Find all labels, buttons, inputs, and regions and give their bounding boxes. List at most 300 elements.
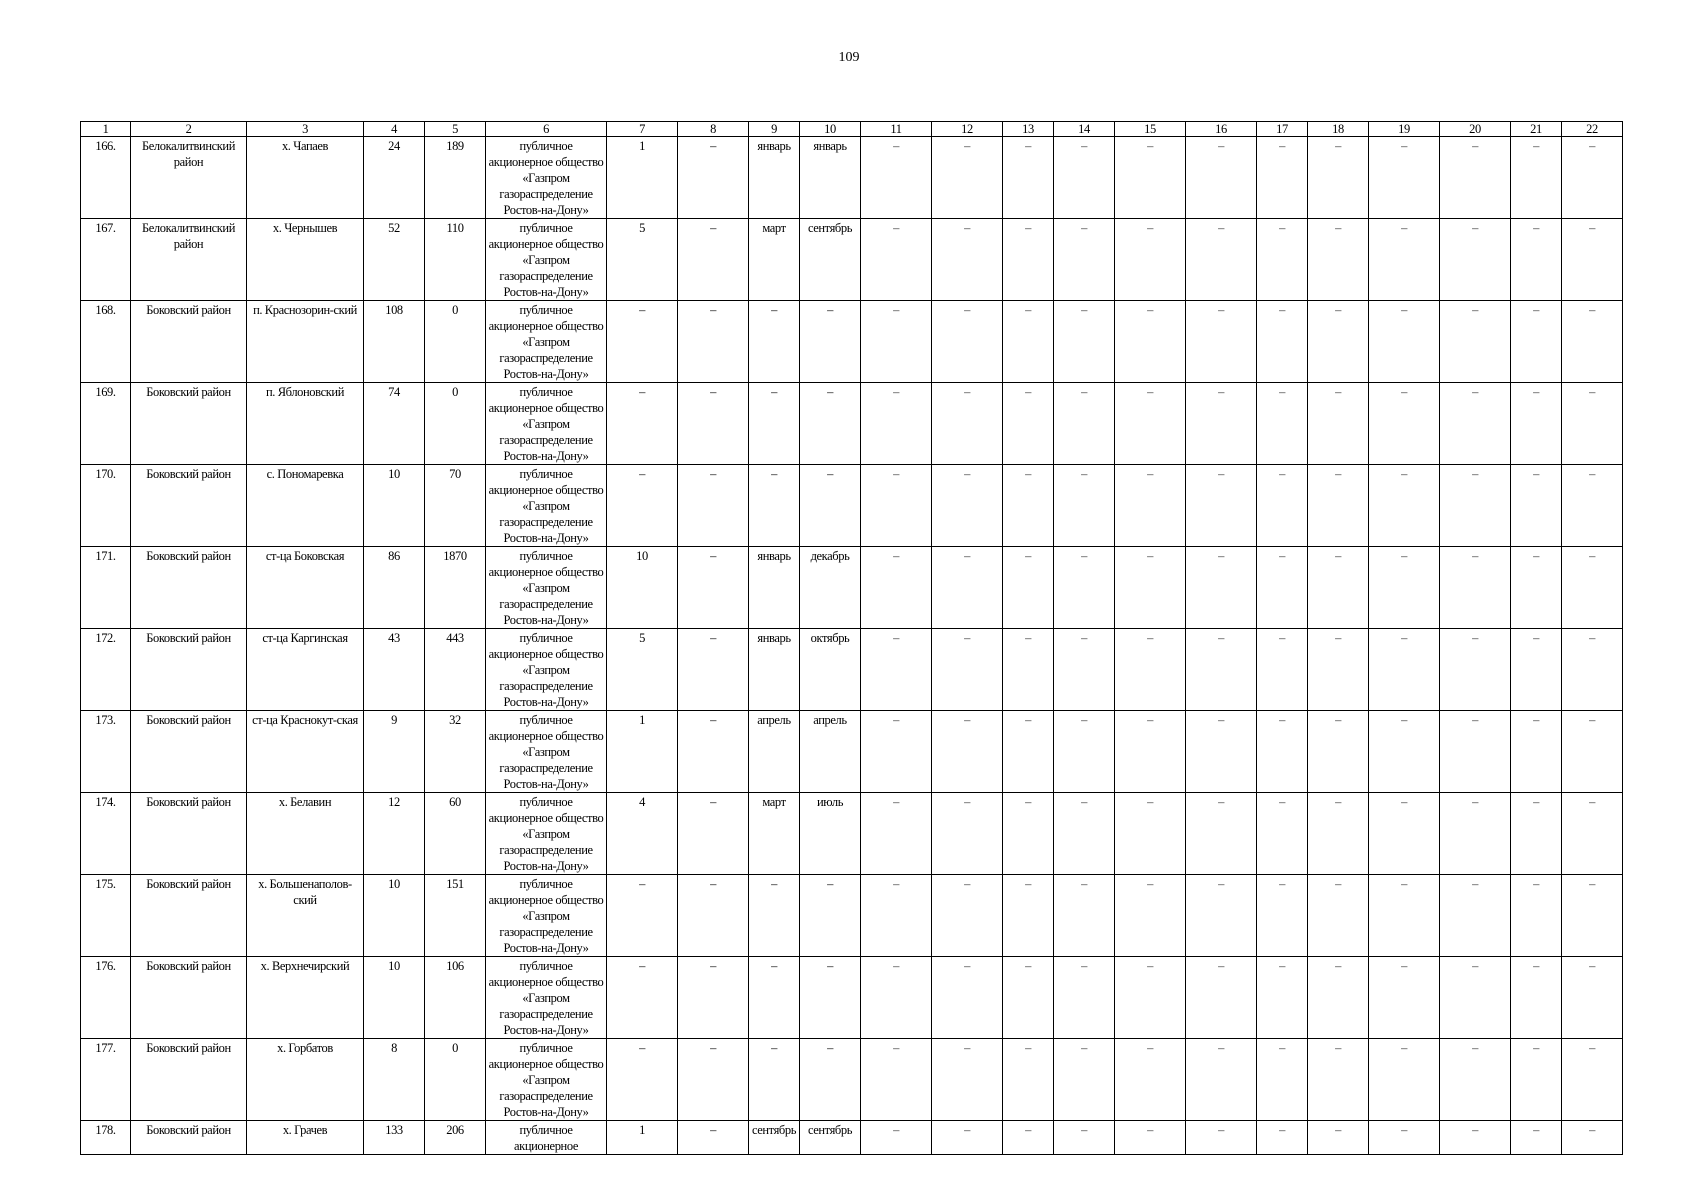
row-number-cell: 172.: [81, 629, 131, 711]
column-8-cell: –: [678, 137, 749, 219]
column-header: 14: [1054, 122, 1115, 137]
column-19-cell: –: [1369, 1121, 1440, 1155]
column-5-cell: 106: [425, 957, 486, 1039]
column-15-cell: –: [1115, 465, 1186, 547]
column-7-cell: –: [607, 1039, 678, 1121]
organization-cell: публичное акционерное общество «Газпром газораспределение Ростов-на-Дону»: [486, 629, 607, 711]
column-22-cell: –: [1562, 137, 1623, 219]
start-month-cell: –: [749, 301, 800, 383]
column-20-cell: –: [1440, 301, 1511, 383]
column-12-cell: –: [932, 547, 1003, 629]
page-number: 109: [838, 50, 860, 65]
column-16-cell: –: [1186, 957, 1257, 1039]
column-22-cell: –: [1562, 1039, 1623, 1121]
column-18-cell: –: [1308, 711, 1369, 793]
column-16-cell: –: [1186, 383, 1257, 465]
row-number-cell: 173.: [81, 711, 131, 793]
settlement-cell: х. Чапаев: [247, 137, 364, 219]
column-4-cell: 74: [364, 383, 425, 465]
end-month-cell: июль: [800, 793, 861, 875]
column-8-cell: –: [678, 383, 749, 465]
column-7-cell: 5: [607, 219, 678, 301]
table-row: [81, 383, 1623, 465]
end-month-cell: сентябрь: [800, 1121, 861, 1155]
column-17-cell: –: [1257, 793, 1308, 875]
column-12-cell: –: [932, 1121, 1003, 1155]
column-5-cell: 0: [425, 301, 486, 383]
column-18-cell: –: [1308, 875, 1369, 957]
district-cell: Боковский район: [131, 629, 247, 711]
column-22-cell: –: [1562, 547, 1623, 629]
column-21-cell: –: [1511, 1121, 1562, 1155]
column-20-cell: –: [1440, 547, 1511, 629]
column-5-cell: 110: [425, 219, 486, 301]
settlement-cell: п. Краснозорин-ский: [247, 301, 364, 383]
column-8-cell: –: [678, 301, 749, 383]
start-month-cell: январь: [749, 629, 800, 711]
organization-cell: публичное акционерное общество «Газпром газораспределение Ростов-на-Дону»: [486, 137, 607, 219]
column-20-cell: –: [1440, 137, 1511, 219]
district-cell: Боковский район: [131, 547, 247, 629]
column-17-cell: –: [1257, 711, 1308, 793]
column-11-cell: –: [861, 219, 932, 301]
column-4-cell: 108: [364, 301, 425, 383]
column-11-cell: –: [861, 1121, 932, 1155]
organization-cell: публичное акционерное общество «Газпром газораспределение Ростов-на-Дону»: [486, 1039, 607, 1121]
column-16-cell: –: [1186, 875, 1257, 957]
column-14-cell: –: [1054, 219, 1115, 301]
district-cell: Белокалитвинский район: [131, 219, 247, 301]
row-number-cell: 168.: [81, 301, 131, 383]
column-7-cell: 1: [607, 711, 678, 793]
column-21-cell: –: [1511, 383, 1562, 465]
column-4-cell: 9: [364, 711, 425, 793]
column-7-cell: –: [607, 465, 678, 547]
column-17-cell: –: [1257, 1039, 1308, 1121]
column-7-cell: 1: [607, 1121, 678, 1155]
district-cell: Боковский район: [131, 383, 247, 465]
column-12-cell: –: [932, 793, 1003, 875]
settlement-cell: п. Яблоновский: [247, 383, 364, 465]
row-number-cell: 177.: [81, 1039, 131, 1121]
district-cell: Боковский район: [131, 301, 247, 383]
district-cell: Боковский район: [131, 1121, 247, 1155]
column-5-cell: 206: [425, 1121, 486, 1155]
column-5-cell: 0: [425, 1039, 486, 1121]
column-17-cell: –: [1257, 875, 1308, 957]
column-15-cell: –: [1115, 547, 1186, 629]
column-22-cell: –: [1562, 465, 1623, 547]
column-5-cell: 151: [425, 875, 486, 957]
column-15-cell: –: [1115, 875, 1186, 957]
column-8-cell: –: [678, 793, 749, 875]
column-16-cell: –: [1186, 793, 1257, 875]
column-22-cell: –: [1562, 219, 1623, 301]
column-11-cell: –: [861, 465, 932, 547]
column-4-cell: 12: [364, 793, 425, 875]
start-month-cell: январь: [749, 547, 800, 629]
column-11-cell: –: [861, 629, 932, 711]
column-22-cell: –: [1562, 875, 1623, 957]
column-21-cell: –: [1511, 301, 1562, 383]
column-15-cell: –: [1115, 957, 1186, 1039]
table-row: [81, 957, 1623, 1039]
table-row: [81, 465, 1623, 547]
start-month-cell: январь: [749, 137, 800, 219]
column-7-cell: 10: [607, 547, 678, 629]
column-12-cell: –: [932, 957, 1003, 1039]
column-header: 3: [247, 122, 364, 137]
column-21-cell: –: [1511, 629, 1562, 711]
column-21-cell: –: [1511, 875, 1562, 957]
column-20-cell: –: [1440, 629, 1511, 711]
table-row: [81, 1039, 1623, 1121]
column-21-cell: –: [1511, 547, 1562, 629]
column-header: 16: [1186, 122, 1257, 137]
organization-cell: публичное акционерное: [486, 1121, 607, 1155]
column-8-cell: –: [678, 547, 749, 629]
column-13-cell: –: [1003, 957, 1054, 1039]
column-22-cell: –: [1562, 301, 1623, 383]
table-row: [81, 301, 1623, 383]
table-row: [81, 875, 1623, 957]
row-number-cell: 169.: [81, 383, 131, 465]
district-cell: Белокалитвинский район: [131, 137, 247, 219]
column-5-cell: 70: [425, 465, 486, 547]
column-13-cell: –: [1003, 301, 1054, 383]
column-header: 5: [425, 122, 486, 137]
column-17-cell: –: [1257, 957, 1308, 1039]
column-19-cell: –: [1369, 547, 1440, 629]
column-header: 19: [1369, 122, 1440, 137]
column-15-cell: –: [1115, 301, 1186, 383]
settlement-cell: х. Горбатов: [247, 1039, 364, 1121]
district-cell: Боковский район: [131, 957, 247, 1039]
column-4-cell: 52: [364, 219, 425, 301]
column-8-cell: –: [678, 875, 749, 957]
table-row: [81, 711, 1623, 793]
organization-cell: публичное акционерное общество «Газпром газораспределение Ростов-на-Дону»: [486, 875, 607, 957]
column-13-cell: –: [1003, 1121, 1054, 1155]
column-15-cell: –: [1115, 1039, 1186, 1121]
column-8-cell: –: [678, 957, 749, 1039]
column-7-cell: –: [607, 875, 678, 957]
column-18-cell: –: [1308, 137, 1369, 219]
column-17-cell: –: [1257, 219, 1308, 301]
organization-cell: публичное акционерное общество «Газпром газораспределение Ростов-на-Дону»: [486, 711, 607, 793]
column-17-cell: –: [1257, 301, 1308, 383]
column-16-cell: –: [1186, 137, 1257, 219]
end-month-cell: декабрь: [800, 547, 861, 629]
column-5-cell: 60: [425, 793, 486, 875]
column-20-cell: –: [1440, 793, 1511, 875]
start-month-cell: сентябрь: [749, 1121, 800, 1155]
column-header: 21: [1511, 122, 1562, 137]
column-19-cell: –: [1369, 383, 1440, 465]
organization-cell: публичное акционерное общество «Газпром газораспределение Ростов-на-Дону»: [486, 219, 607, 301]
column-22-cell: –: [1562, 957, 1623, 1039]
start-month-cell: апрель: [749, 711, 800, 793]
column-header: 13: [1003, 122, 1054, 137]
column-14-cell: –: [1054, 793, 1115, 875]
district-cell: Боковский район: [131, 1039, 247, 1121]
table-row: [81, 629, 1623, 711]
column-16-cell: –: [1186, 711, 1257, 793]
column-13-cell: –: [1003, 383, 1054, 465]
column-19-cell: –: [1369, 629, 1440, 711]
column-12-cell: –: [932, 219, 1003, 301]
column-14-cell: –: [1054, 1121, 1115, 1155]
column-17-cell: –: [1257, 137, 1308, 219]
column-8-cell: –: [678, 465, 749, 547]
column-4-cell: 10: [364, 875, 425, 957]
column-15-cell: –: [1115, 137, 1186, 219]
column-18-cell: –: [1308, 793, 1369, 875]
column-20-cell: –: [1440, 1121, 1511, 1155]
end-month-cell: апрель: [800, 711, 861, 793]
column-11-cell: –: [861, 793, 932, 875]
column-19-cell: –: [1369, 301, 1440, 383]
table-row: [81, 793, 1623, 875]
settlement-cell: ст-ца Боковская: [247, 547, 364, 629]
column-header: 18: [1308, 122, 1369, 137]
column-15-cell: –: [1115, 629, 1186, 711]
column-7-cell: 5: [607, 629, 678, 711]
table-row: [81, 137, 1623, 219]
end-month-cell: –: [800, 957, 861, 1039]
column-13-cell: –: [1003, 875, 1054, 957]
table-row: [81, 219, 1623, 301]
column-header: 10: [800, 122, 861, 137]
column-11-cell: –: [861, 383, 932, 465]
column-header: 22: [1562, 122, 1623, 137]
column-header: 1: [81, 122, 131, 137]
column-header: 17: [1257, 122, 1308, 137]
column-5-cell: 1870: [425, 547, 486, 629]
column-22-cell: –: [1562, 1121, 1623, 1155]
column-21-cell: –: [1511, 1039, 1562, 1121]
column-17-cell: –: [1257, 629, 1308, 711]
column-5-cell: 0: [425, 383, 486, 465]
column-7-cell: 4: [607, 793, 678, 875]
column-header: 6: [486, 122, 607, 137]
column-5-cell: 443: [425, 629, 486, 711]
column-18-cell: –: [1308, 1121, 1369, 1155]
column-5-cell: 32: [425, 711, 486, 793]
organization-cell: публичное акционерное общество «Газпром газораспределение Ростов-на-Дону»: [486, 957, 607, 1039]
column-14-cell: –: [1054, 547, 1115, 629]
row-number-cell: 178.: [81, 1121, 131, 1155]
column-22-cell: –: [1562, 793, 1623, 875]
column-14-cell: –: [1054, 629, 1115, 711]
end-month-cell: –: [800, 1039, 861, 1121]
column-16-cell: –: [1186, 301, 1257, 383]
column-header: 9: [749, 122, 800, 137]
column-12-cell: –: [932, 137, 1003, 219]
district-cell: Боковский район: [131, 875, 247, 957]
column-4-cell: 133: [364, 1121, 425, 1155]
end-month-cell: октябрь: [800, 629, 861, 711]
column-8-cell: –: [678, 711, 749, 793]
column-19-cell: –: [1369, 219, 1440, 301]
column-20-cell: –: [1440, 219, 1511, 301]
column-17-cell: –: [1257, 383, 1308, 465]
column-13-cell: –: [1003, 547, 1054, 629]
start-month-cell: –: [749, 1039, 800, 1121]
column-16-cell: –: [1186, 465, 1257, 547]
column-8-cell: –: [678, 629, 749, 711]
end-month-cell: –: [800, 875, 861, 957]
column-21-cell: –: [1511, 465, 1562, 547]
row-number-cell: 174.: [81, 793, 131, 875]
settlement-cell: ст-ца Каргинская: [247, 629, 364, 711]
column-header: 4: [364, 122, 425, 137]
start-month-cell: –: [749, 383, 800, 465]
column-4-cell: 10: [364, 957, 425, 1039]
column-header: 7: [607, 122, 678, 137]
column-7-cell: –: [607, 957, 678, 1039]
column-8-cell: –: [678, 1039, 749, 1121]
column-13-cell: –: [1003, 1039, 1054, 1121]
column-19-cell: –: [1369, 137, 1440, 219]
column-4-cell: 86: [364, 547, 425, 629]
column-4-cell: 10: [364, 465, 425, 547]
header-row: [81, 122, 1623, 137]
start-month-cell: –: [749, 875, 800, 957]
settlement-cell: х. Чернышев: [247, 219, 364, 301]
column-8-cell: –: [678, 219, 749, 301]
district-cell: Боковский район: [131, 793, 247, 875]
column-20-cell: –: [1440, 1039, 1511, 1121]
column-15-cell: –: [1115, 219, 1186, 301]
row-number-cell: 171.: [81, 547, 131, 629]
column-16-cell: –: [1186, 219, 1257, 301]
column-header: 11: [861, 122, 932, 137]
column-11-cell: –: [861, 875, 932, 957]
column-12-cell: –: [932, 875, 1003, 957]
column-14-cell: –: [1054, 957, 1115, 1039]
column-19-cell: –: [1369, 875, 1440, 957]
column-header: 15: [1115, 122, 1186, 137]
column-7-cell: 1: [607, 137, 678, 219]
column-15-cell: –: [1115, 793, 1186, 875]
column-21-cell: –: [1511, 137, 1562, 219]
column-21-cell: –: [1511, 793, 1562, 875]
column-11-cell: –: [861, 1039, 932, 1121]
end-month-cell: –: [800, 465, 861, 547]
column-19-cell: –: [1369, 1039, 1440, 1121]
column-header: 20: [1440, 122, 1511, 137]
organization-cell: публичное акционерное общество «Газпром газораспределение Ростов-на-Дону»: [486, 465, 607, 547]
column-13-cell: –: [1003, 629, 1054, 711]
column-20-cell: –: [1440, 383, 1511, 465]
settlement-cell: х. Белавин: [247, 793, 364, 875]
column-14-cell: –: [1054, 301, 1115, 383]
column-header: 2: [131, 122, 247, 137]
end-month-cell: –: [800, 383, 861, 465]
column-18-cell: –: [1308, 1039, 1369, 1121]
column-14-cell: –: [1054, 711, 1115, 793]
column-21-cell: –: [1511, 957, 1562, 1039]
column-4-cell: 8: [364, 1039, 425, 1121]
column-13-cell: –: [1003, 137, 1054, 219]
column-15-cell: –: [1115, 383, 1186, 465]
column-17-cell: –: [1257, 465, 1308, 547]
column-16-cell: –: [1186, 1121, 1257, 1155]
column-16-cell: –: [1186, 629, 1257, 711]
start-month-cell: март: [749, 219, 800, 301]
column-17-cell: –: [1257, 547, 1308, 629]
column-7-cell: –: [607, 383, 678, 465]
column-13-cell: –: [1003, 793, 1054, 875]
column-14-cell: –: [1054, 875, 1115, 957]
column-11-cell: –: [861, 957, 932, 1039]
data-table: [80, 121, 1623, 1155]
column-18-cell: –: [1308, 383, 1369, 465]
column-11-cell: –: [861, 301, 932, 383]
column-20-cell: –: [1440, 711, 1511, 793]
column-11-cell: –: [861, 547, 932, 629]
end-month-cell: –: [800, 301, 861, 383]
column-18-cell: –: [1308, 301, 1369, 383]
column-14-cell: –: [1054, 465, 1115, 547]
organization-cell: публичное акционерное общество «Газпром газораспределение Ростов-на-Дону»: [486, 383, 607, 465]
column-18-cell: –: [1308, 629, 1369, 711]
district-cell: Боковский район: [131, 711, 247, 793]
column-7-cell: –: [607, 301, 678, 383]
column-14-cell: –: [1054, 1039, 1115, 1121]
column-header: 12: [932, 122, 1003, 137]
column-12-cell: –: [932, 465, 1003, 547]
column-4-cell: 43: [364, 629, 425, 711]
column-4-cell: 24: [364, 137, 425, 219]
column-18-cell: –: [1308, 547, 1369, 629]
column-14-cell: –: [1054, 137, 1115, 219]
column-20-cell: –: [1440, 465, 1511, 547]
column-11-cell: –: [861, 137, 932, 219]
start-month-cell: март: [749, 793, 800, 875]
column-22-cell: –: [1562, 711, 1623, 793]
row-number-cell: 176.: [81, 957, 131, 1039]
start-month-cell: –: [749, 465, 800, 547]
column-17-cell: –: [1257, 1121, 1308, 1155]
column-13-cell: –: [1003, 711, 1054, 793]
column-15-cell: –: [1115, 1121, 1186, 1155]
column-19-cell: –: [1369, 793, 1440, 875]
row-number-cell: 170.: [81, 465, 131, 547]
column-13-cell: –: [1003, 219, 1054, 301]
column-12-cell: –: [932, 629, 1003, 711]
column-18-cell: –: [1308, 957, 1369, 1039]
settlement-cell: х. Большенаполов-ский: [247, 875, 364, 957]
column-14-cell: –: [1054, 383, 1115, 465]
organization-cell: публичное акционерное общество «Газпром газораспределение Ростов-на-Дону»: [486, 793, 607, 875]
settlement-cell: х. Верхнечирский: [247, 957, 364, 1039]
settlement-cell: с. Пономаревка: [247, 465, 364, 547]
column-18-cell: –: [1308, 465, 1369, 547]
column-16-cell: –: [1186, 1039, 1257, 1121]
row-number-cell: 175.: [81, 875, 131, 957]
column-22-cell: –: [1562, 629, 1623, 711]
end-month-cell: январь: [800, 137, 861, 219]
column-20-cell: –: [1440, 875, 1511, 957]
start-month-cell: –: [749, 957, 800, 1039]
column-15-cell: –: [1115, 711, 1186, 793]
district-cell: Боковский район: [131, 465, 247, 547]
row-number-cell: 167.: [81, 219, 131, 301]
column-19-cell: –: [1369, 711, 1440, 793]
table-body: [81, 137, 1623, 1155]
